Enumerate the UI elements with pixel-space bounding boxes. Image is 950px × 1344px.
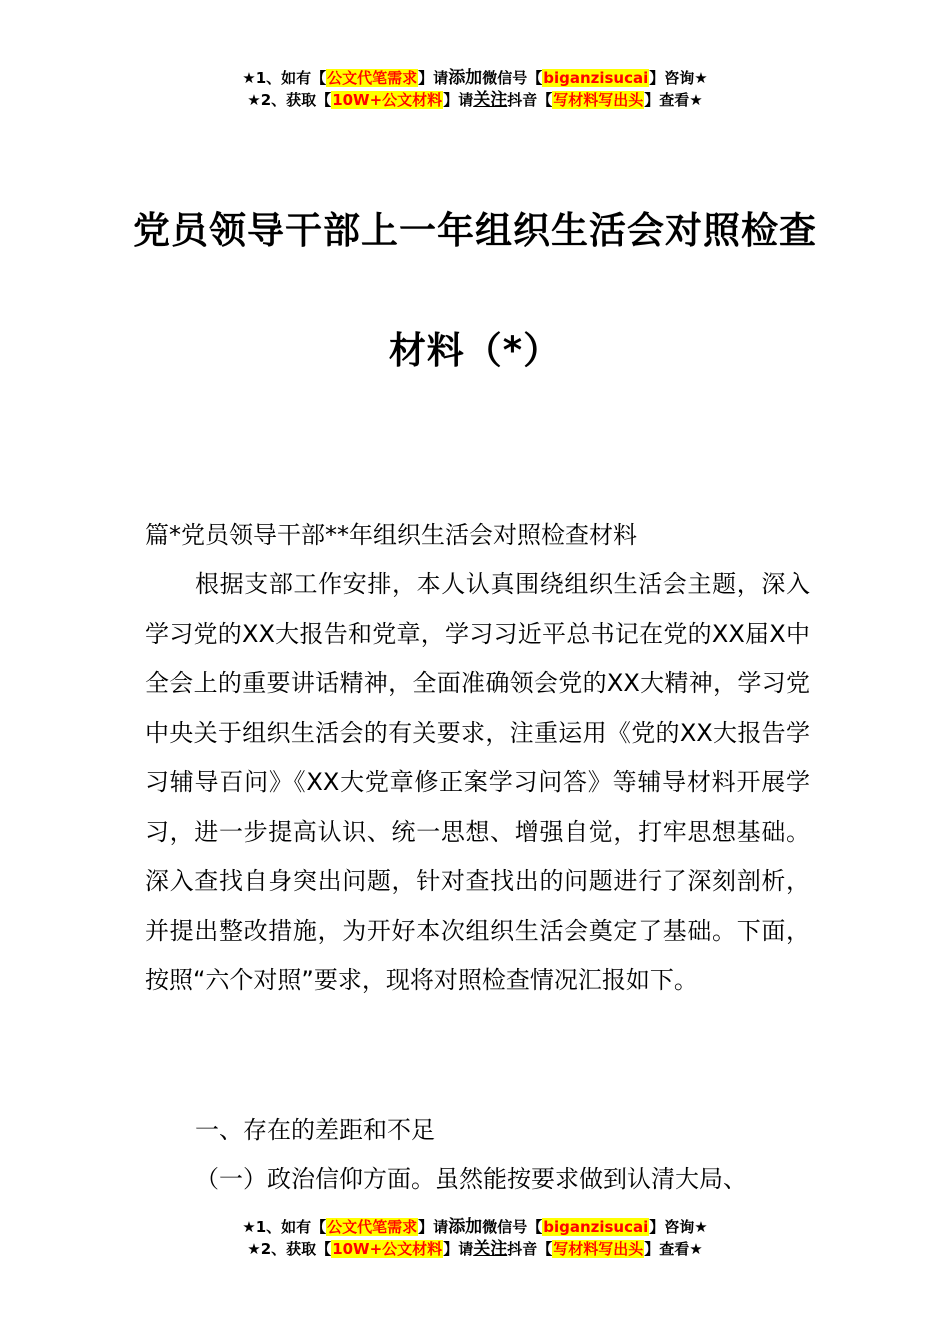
banner-text: 抖音【 xyxy=(507,91,553,109)
document-heading: 篇*党员领导干部**年组织生活会对照检查材料 xyxy=(145,521,637,549)
banner-bottom xyxy=(0,1216,950,1260)
banner-text: 】请 xyxy=(443,1240,474,1258)
banner-text: 】请 xyxy=(418,69,449,87)
subsection-text: （一）政治信仰方面。虽然能按要求做到认清大局、 xyxy=(195,1165,747,1193)
banner-emphasis: 关注 xyxy=(473,90,508,110)
banner-highlight: 10W+公文材料 xyxy=(332,1240,443,1258)
banner-text: ★1、如有【 xyxy=(242,1218,327,1236)
banner-emphasis: 添加 xyxy=(448,1217,483,1237)
banner-emphasis: 关注 xyxy=(473,1239,508,1259)
banner-highlight: 写材料写出头 xyxy=(553,91,644,109)
banner-highlight: biganzisucai xyxy=(543,1218,649,1236)
banner-text: 抖音【 xyxy=(507,1240,553,1258)
banner-top xyxy=(0,67,950,111)
document-title-line-1: 党员领导干部上一年组织生活会对照检查 xyxy=(133,209,817,252)
banner-highlight: biganzisucai xyxy=(543,69,649,87)
banner-line-1 xyxy=(0,1216,950,1238)
banner-line-2 xyxy=(0,1238,950,1260)
banner-text: 微信号【 xyxy=(482,69,543,87)
banner-text: 】请 xyxy=(418,1218,449,1236)
banner-emphasis: 添加 xyxy=(448,68,483,88)
document-title-line-2: 材料（*） xyxy=(388,329,562,372)
body-paragraph: 根据支部工作安排，本人认真围绕组织生活会主题，深入学习党的XX大报告和党章，学习习近平总书记在党的XX届X中全会上的重要讲话精神，全面准确领会党的XX大精神，学习党中央关于组织生活会的有关要求，注重运用《党的XX大报告学习辅导百问》《XX大党章修正案学习问答》等辅导材料开展学习，进一步提高认识、统一思想、增强自觉，打牢思想基础。深入查找自身突出问题，针对查找出的问题进行了深刻剖析，并提出整改措施，为开好本次组织生活会奠定了基础。下面，按照“六个对照”要求，现将对照检查情况汇报如下。 xyxy=(145,570,810,994)
banner-line-2 xyxy=(0,89,950,111)
banner-text: ★2、获取【 xyxy=(247,1240,332,1258)
banner-text: 】咨询★ xyxy=(649,1218,708,1236)
section-heading: 一、存在的差距和不足 xyxy=(195,1116,435,1144)
banner-highlight: 公文代笔需求 xyxy=(327,69,418,87)
banner-text: ★1、如有【 xyxy=(242,69,327,87)
banner-text: 】查看★ xyxy=(644,1240,703,1258)
banner-text: 微信号【 xyxy=(482,1218,543,1236)
banner-text: 】请 xyxy=(443,91,474,109)
banner-text: 】查看★ xyxy=(644,91,703,109)
banner-text: ★2、获取【 xyxy=(247,91,332,109)
banner-highlight: 10W+公文材料 xyxy=(332,91,443,109)
banner-highlight: 公文代笔需求 xyxy=(327,1218,418,1236)
banner-text: 】咨询★ xyxy=(649,69,708,87)
banner-highlight: 写材料写出头 xyxy=(553,1240,644,1258)
banner-line-1 xyxy=(0,67,950,89)
